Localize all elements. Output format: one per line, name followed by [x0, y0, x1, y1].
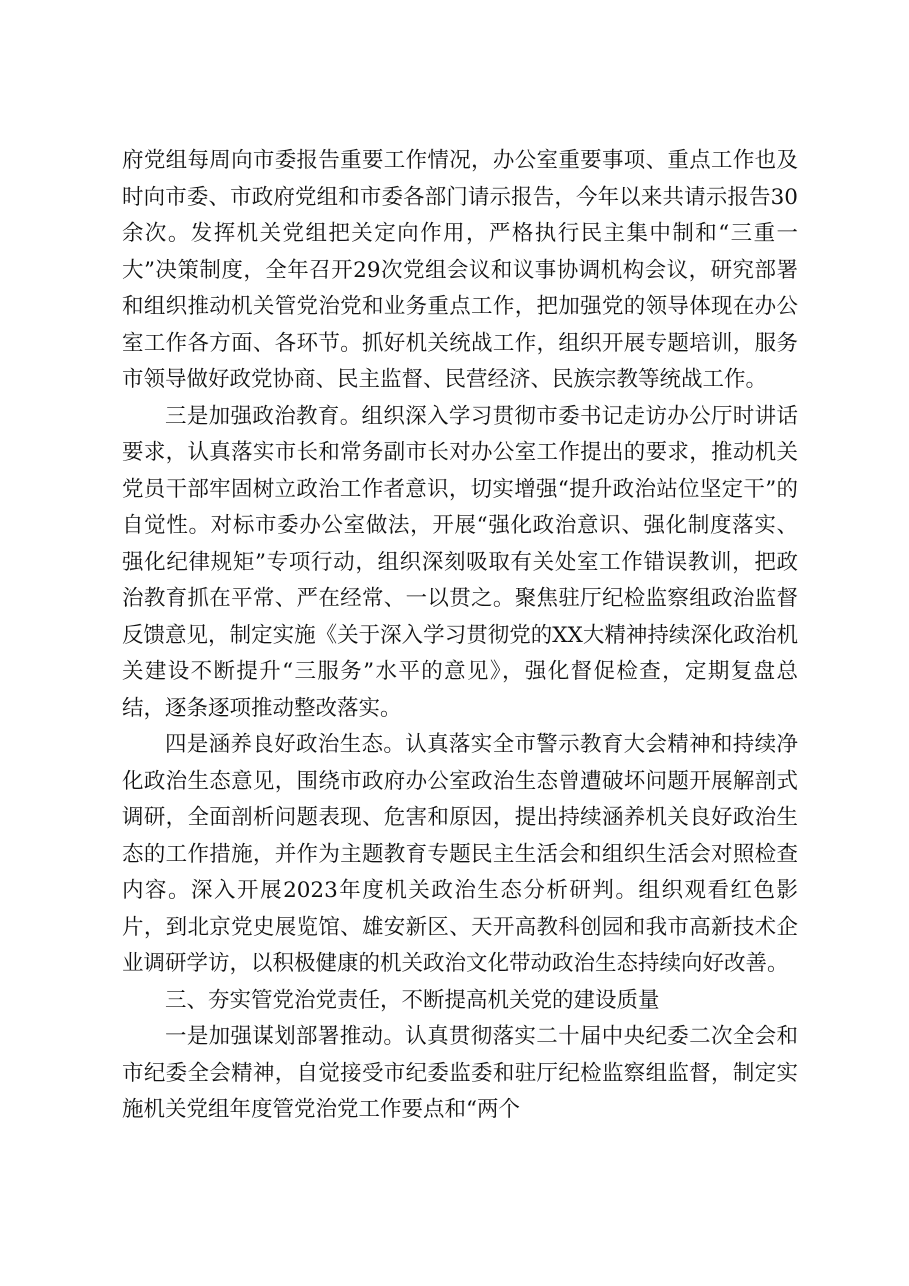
document-page	[122, 143, 798, 1129]
paragraph-political-ecology: 四是涵养良好政治生态。认真落实全市警示教育大会精神和持续净化政治生态意见，围绕市政府办公室政治生态曾遭破坏问题开展解剖式调研，全面剖析问题表现、危害和原因，提出持续涵养机关良好政治生态的工作措施，并作为主题教育专题民主生活会和组织生活会对照检查内容。深入开展2023年度机关政治生态分析研判。组织观看红色影片，到北京党史展览馆、雄安新区、天开高教科创园和我市高新技术企业调研学访，以积极健康的机关政治文化带动政治生态持续向好改善。	[122, 732, 798, 976]
section-heading-three: 三、夯实管党治党责任，不断提高机关党的建设质量	[165, 987, 660, 1013]
paragraph-political-education: 三是加强政治教育。组织深入学习贯彻市委书记走访办公厅时讲话要求，认真落实市长和常务副市长对办公室工作提出的要求，推动机关党员干部牢固树立政治工作者意识，切实增强“提升政治站位坚定干”的自觉性。对标市委办公室做法，开展“强化政治意识、强化制度落实、强化纪律规矩”专项行动，组织深刻吸取有关处室工作错误教训，把政治教育抓在平常、严在经常、一以贯之。聚焦驻厅纪检监察组政治监督反馈意见，制定实施《关于深入学习贯彻党的XX大精神持续深化政治机关建设不断提升“三服务”水平的意见》，强化督促检查，定期复盘总结，逐条逐项推动整改落实。	[122, 403, 798, 721]
paragraph-party-group-reporting: 府党组每周向市委报告重要工作情况，办公室重要事项、重点工作也及时向市委、市政府党组和市委各部门请示报告，今年以来共请示报告30余次。发挥机关党组把关定向作用，严格执行民主集中制和“三重一大”决策制度，全年召开29次党组会议和议事协调机构会议，研究部署和组织推动机关管党治党和业务重点工作，把加强党的领导体现在办公室工作各方面、各环节。抓好机关统战工作，组织开展专题培训，服务市领导做好政党协商、民主监督、民营经济、民族宗教等统战工作。	[122, 148, 798, 392]
paragraph-planning-deployment: 一是加强谋划部署推动。认真贯彻落实二十届中央纪委二次全会和市纪委全会精神，自觉接受市纪委监委和驻厅纪检监察组监督，制定实施机关党组年度管党治党工作要点和“两个	[122, 1024, 798, 1122]
